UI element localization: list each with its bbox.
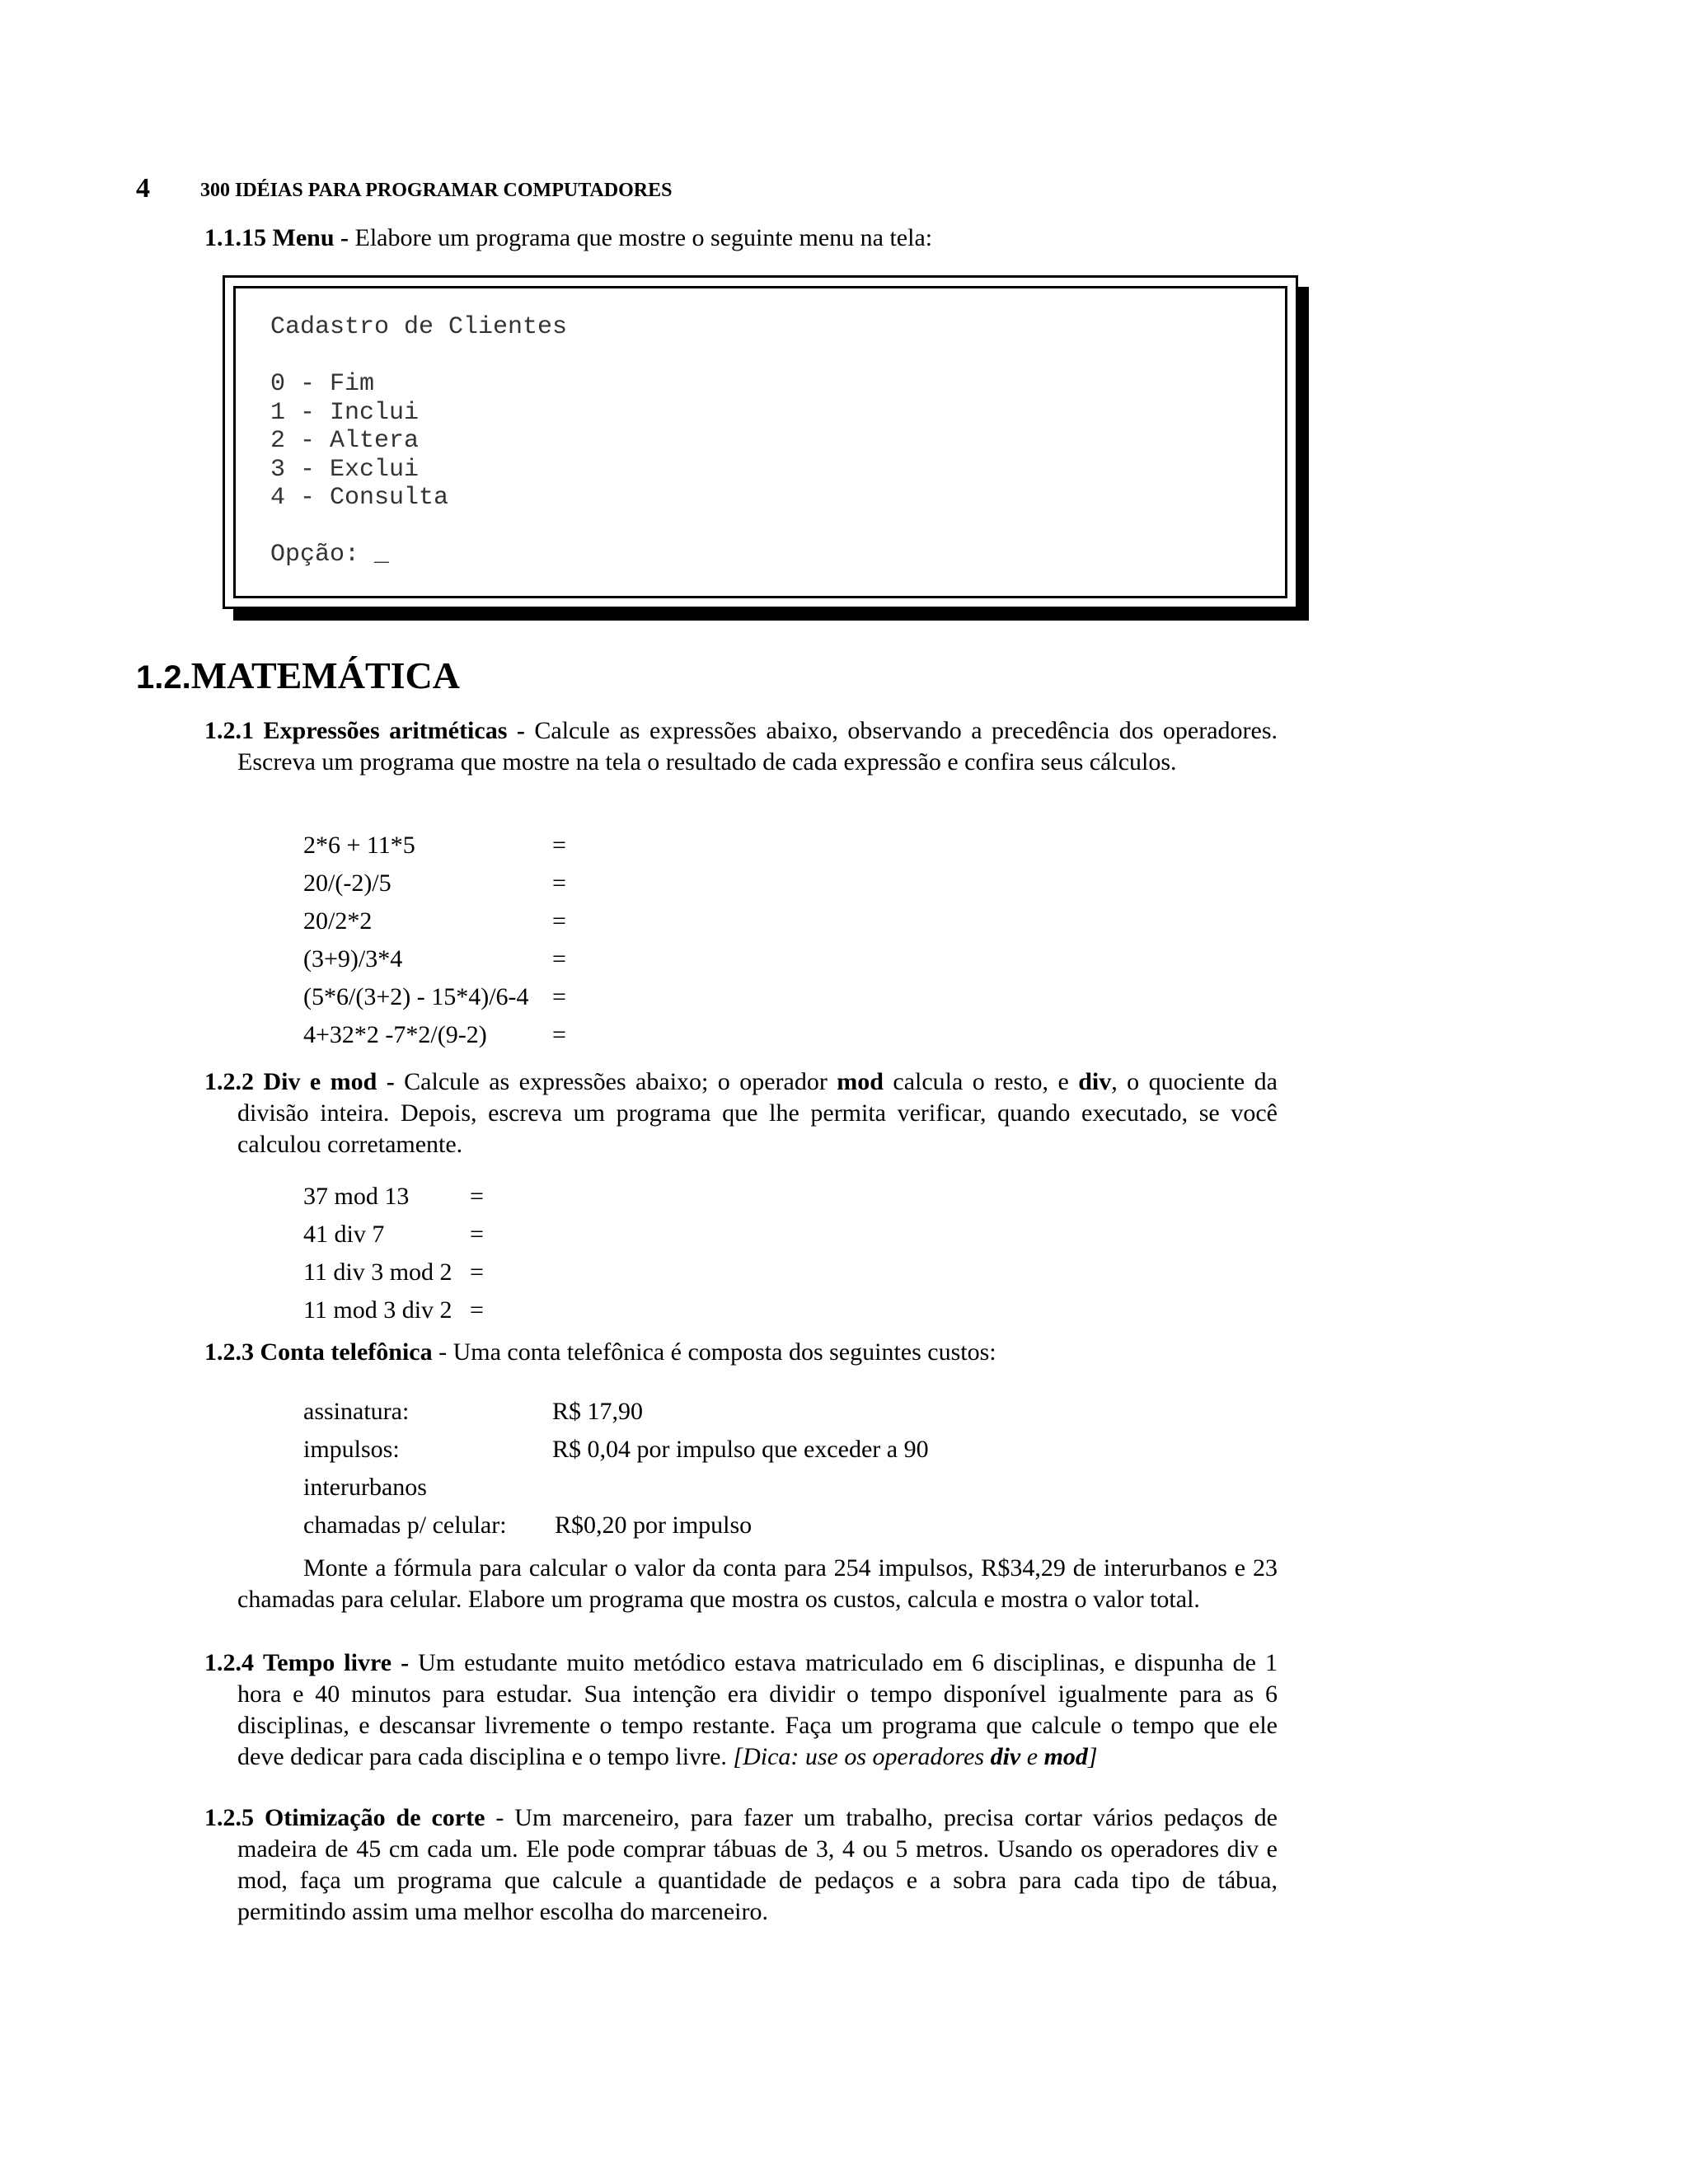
table-row	[303, 1254, 484, 1291]
section-number: 1.2.	[136, 659, 191, 696]
exercise-number: 1.2.4	[204, 1649, 254, 1676]
exercise-1-1-15	[204, 223, 1278, 254]
exercise-1-2-2	[204, 1066, 1278, 1160]
table-row	[303, 940, 566, 978]
terminal-menu-text: Cadastro de Clientes 0 - Fim 1 - Inclui 2 - Altera 3 - Exclui 4 - Consulta Opção: _	[270, 313, 568, 569]
exercise-title: Conta telefônica	[260, 1338, 433, 1366]
equals-sign: =	[470, 1221, 484, 1248]
exercise-body: Elabore um programa que mostre o seguinte menu na tela:	[349, 224, 933, 251]
exercise-number: 1.2.3	[204, 1338, 254, 1366]
hint-text: [Dica: use os operadores	[733, 1743, 991, 1770]
exercise-title: Tempo livre -	[263, 1649, 410, 1676]
expression: (5*6/(3+2) - 15*4)/6-4	[303, 983, 529, 1010]
keyword-div: div	[1078, 1068, 1112, 1095]
exercise-body: - Um marceneiro, para fazer um trabalho, precisa cortar vários pedaços de madeira de 45 cm cada um. Ele pode comprar tábuas de 3, 4 ou 5 metros. Usando os operadores div e mod, faça um programa que calcule a quantidade de pedaços e a sobra para cada tipo de tábua, permitindo assim uma melhor escolha do marceneiro.	[237, 1804, 1278, 1925]
equals-sign: =	[552, 869, 566, 897]
equals-sign: =	[470, 1183, 484, 1210]
exercise-1-2-1	[204, 715, 1278, 778]
table-row	[303, 827, 566, 865]
exercise-body: calcula o resto, e	[883, 1068, 1079, 1095]
cost-value: R$0,20 por impulso	[555, 1511, 753, 1539]
exercise-title: Expressões aritméticas -	[263, 717, 525, 744]
exercise-1-1-15-text	[204, 223, 1278, 254]
exercise-1-2-4	[204, 1647, 1278, 1773]
equals-sign: =	[470, 1258, 484, 1286]
exercise-title: Otimização de corte	[264, 1804, 485, 1831]
exercise-body: , o quociente da divisão inteira. Depois, escreva um programa que lhe permita verificar, quando executado, se você calculou corretamente.	[237, 1068, 1278, 1158]
keyword-mod: mod	[837, 1068, 884, 1095]
expression: 11 mod 3 div 2	[303, 1296, 452, 1324]
exercise-number: 1.2.2	[204, 1068, 254, 1095]
expression: 41 div 7	[303, 1221, 385, 1248]
hint-keyword-div: div	[990, 1743, 1021, 1770]
formula-paragraph: Monte a fórmula para calcular o valor da conta para 254 impulsos, R$34,29 de interurbanos e 23 chamadas para celular. Elabore um programa que mostra os custos, calcula e mostra o valor total.	[237, 1554, 1278, 1613]
cost-value: R$ 0,04 por impulso que exceder a 90	[552, 1436, 929, 1463]
table-row	[303, 978, 566, 1016]
equals-sign: =	[552, 945, 566, 972]
exercise-1-2-5	[204, 1802, 1278, 1928]
table-row	[303, 1216, 484, 1254]
exercise-1-2-3	[204, 1337, 1278, 1368]
expression: 37 mod 13	[303, 1183, 410, 1210]
equals-sign: =	[552, 832, 566, 859]
exercise-1-2-5-text	[204, 1802, 1278, 1928]
exercise-number: 1.1.15	[204, 224, 266, 251]
cost-label: impulsos:	[303, 1436, 400, 1463]
expression-table-1-2-1	[303, 827, 566, 1054]
equals-sign: =	[552, 907, 566, 935]
table-row	[303, 1016, 566, 1054]
running-title: 300 IDÉIAS PARA PROGRAMAR COMPUTADORES	[200, 180, 673, 201]
exercise-1-2-4-text	[204, 1647, 1278, 1773]
exercise-title: Menu -	[272, 224, 349, 251]
exercise-1-2-3-text	[204, 1337, 1278, 1368]
table-row	[303, 1178, 484, 1216]
hint-keyword-mod: mod	[1043, 1743, 1088, 1770]
exercise-body: Um estudante muito metódico estava matriculado em 6 disciplinas, e dispunha de 1 hora e 40 minutos para estudar. Sua intenção era dividir o tempo disponível igualmente para as 6 disciplinas, e descansar livremente o tempo restante. Faça um programa que calcule o tempo que ele deve dedicar para cada disciplina e o tempo livre.	[237, 1649, 1278, 1770]
section-title: MATEMÁTICA	[190, 654, 460, 696]
table-row	[303, 865, 566, 902]
exercise-1-2-2-text	[204, 1066, 1278, 1160]
equals-sign: =	[552, 1021, 566, 1048]
exercise-body: - Uma conta telefônica é composta dos seguintes custos:	[432, 1338, 996, 1366]
expression: 20/2*2	[303, 907, 373, 935]
table-row	[303, 1291, 484, 1329]
expression: 4+32*2 -7*2/(9-2)	[303, 1021, 487, 1048]
cost-label: chamadas p/ celular:	[303, 1511, 507, 1539]
expression: 20/(-2)/5	[303, 869, 392, 897]
table-row	[303, 902, 566, 940]
page-number: 4	[136, 173, 150, 204]
exercise-title: Div e mod -	[263, 1068, 395, 1095]
exercise-body: Calcule as expressões abaixo; o operador	[394, 1068, 837, 1095]
equals-sign: =	[470, 1296, 484, 1324]
cost-value: R$ 17,90	[552, 1398, 644, 1425]
hint-text: e	[1020, 1743, 1044, 1770]
exercise-number: 1.2.5	[204, 1804, 254, 1831]
exercise-1-2-1-text	[204, 715, 1278, 778]
cost-label: interurbanos	[303, 1474, 427, 1501]
exercise-number: 1.2.1	[204, 717, 254, 744]
expression: 11 div 3 mod 2	[303, 1258, 452, 1286]
cost-label: assinatura:	[303, 1398, 410, 1425]
hint-text: ]	[1087, 1743, 1098, 1770]
expression: (3+9)/3*4	[303, 945, 403, 972]
expression: 2*6 + 11*5	[303, 832, 415, 859]
equals-sign: =	[552, 983, 566, 1010]
hint	[733, 1743, 1097, 1770]
section-heading	[136, 654, 460, 697]
exercise-body: Calcule as expressões abaixo, observando a precedência dos operadores. Escreva um programa que mostre na tela o resultado de cada expressão e confira seus cálculos.	[237, 717, 1278, 776]
expression-table-1-2-2	[303, 1178, 484, 1329]
